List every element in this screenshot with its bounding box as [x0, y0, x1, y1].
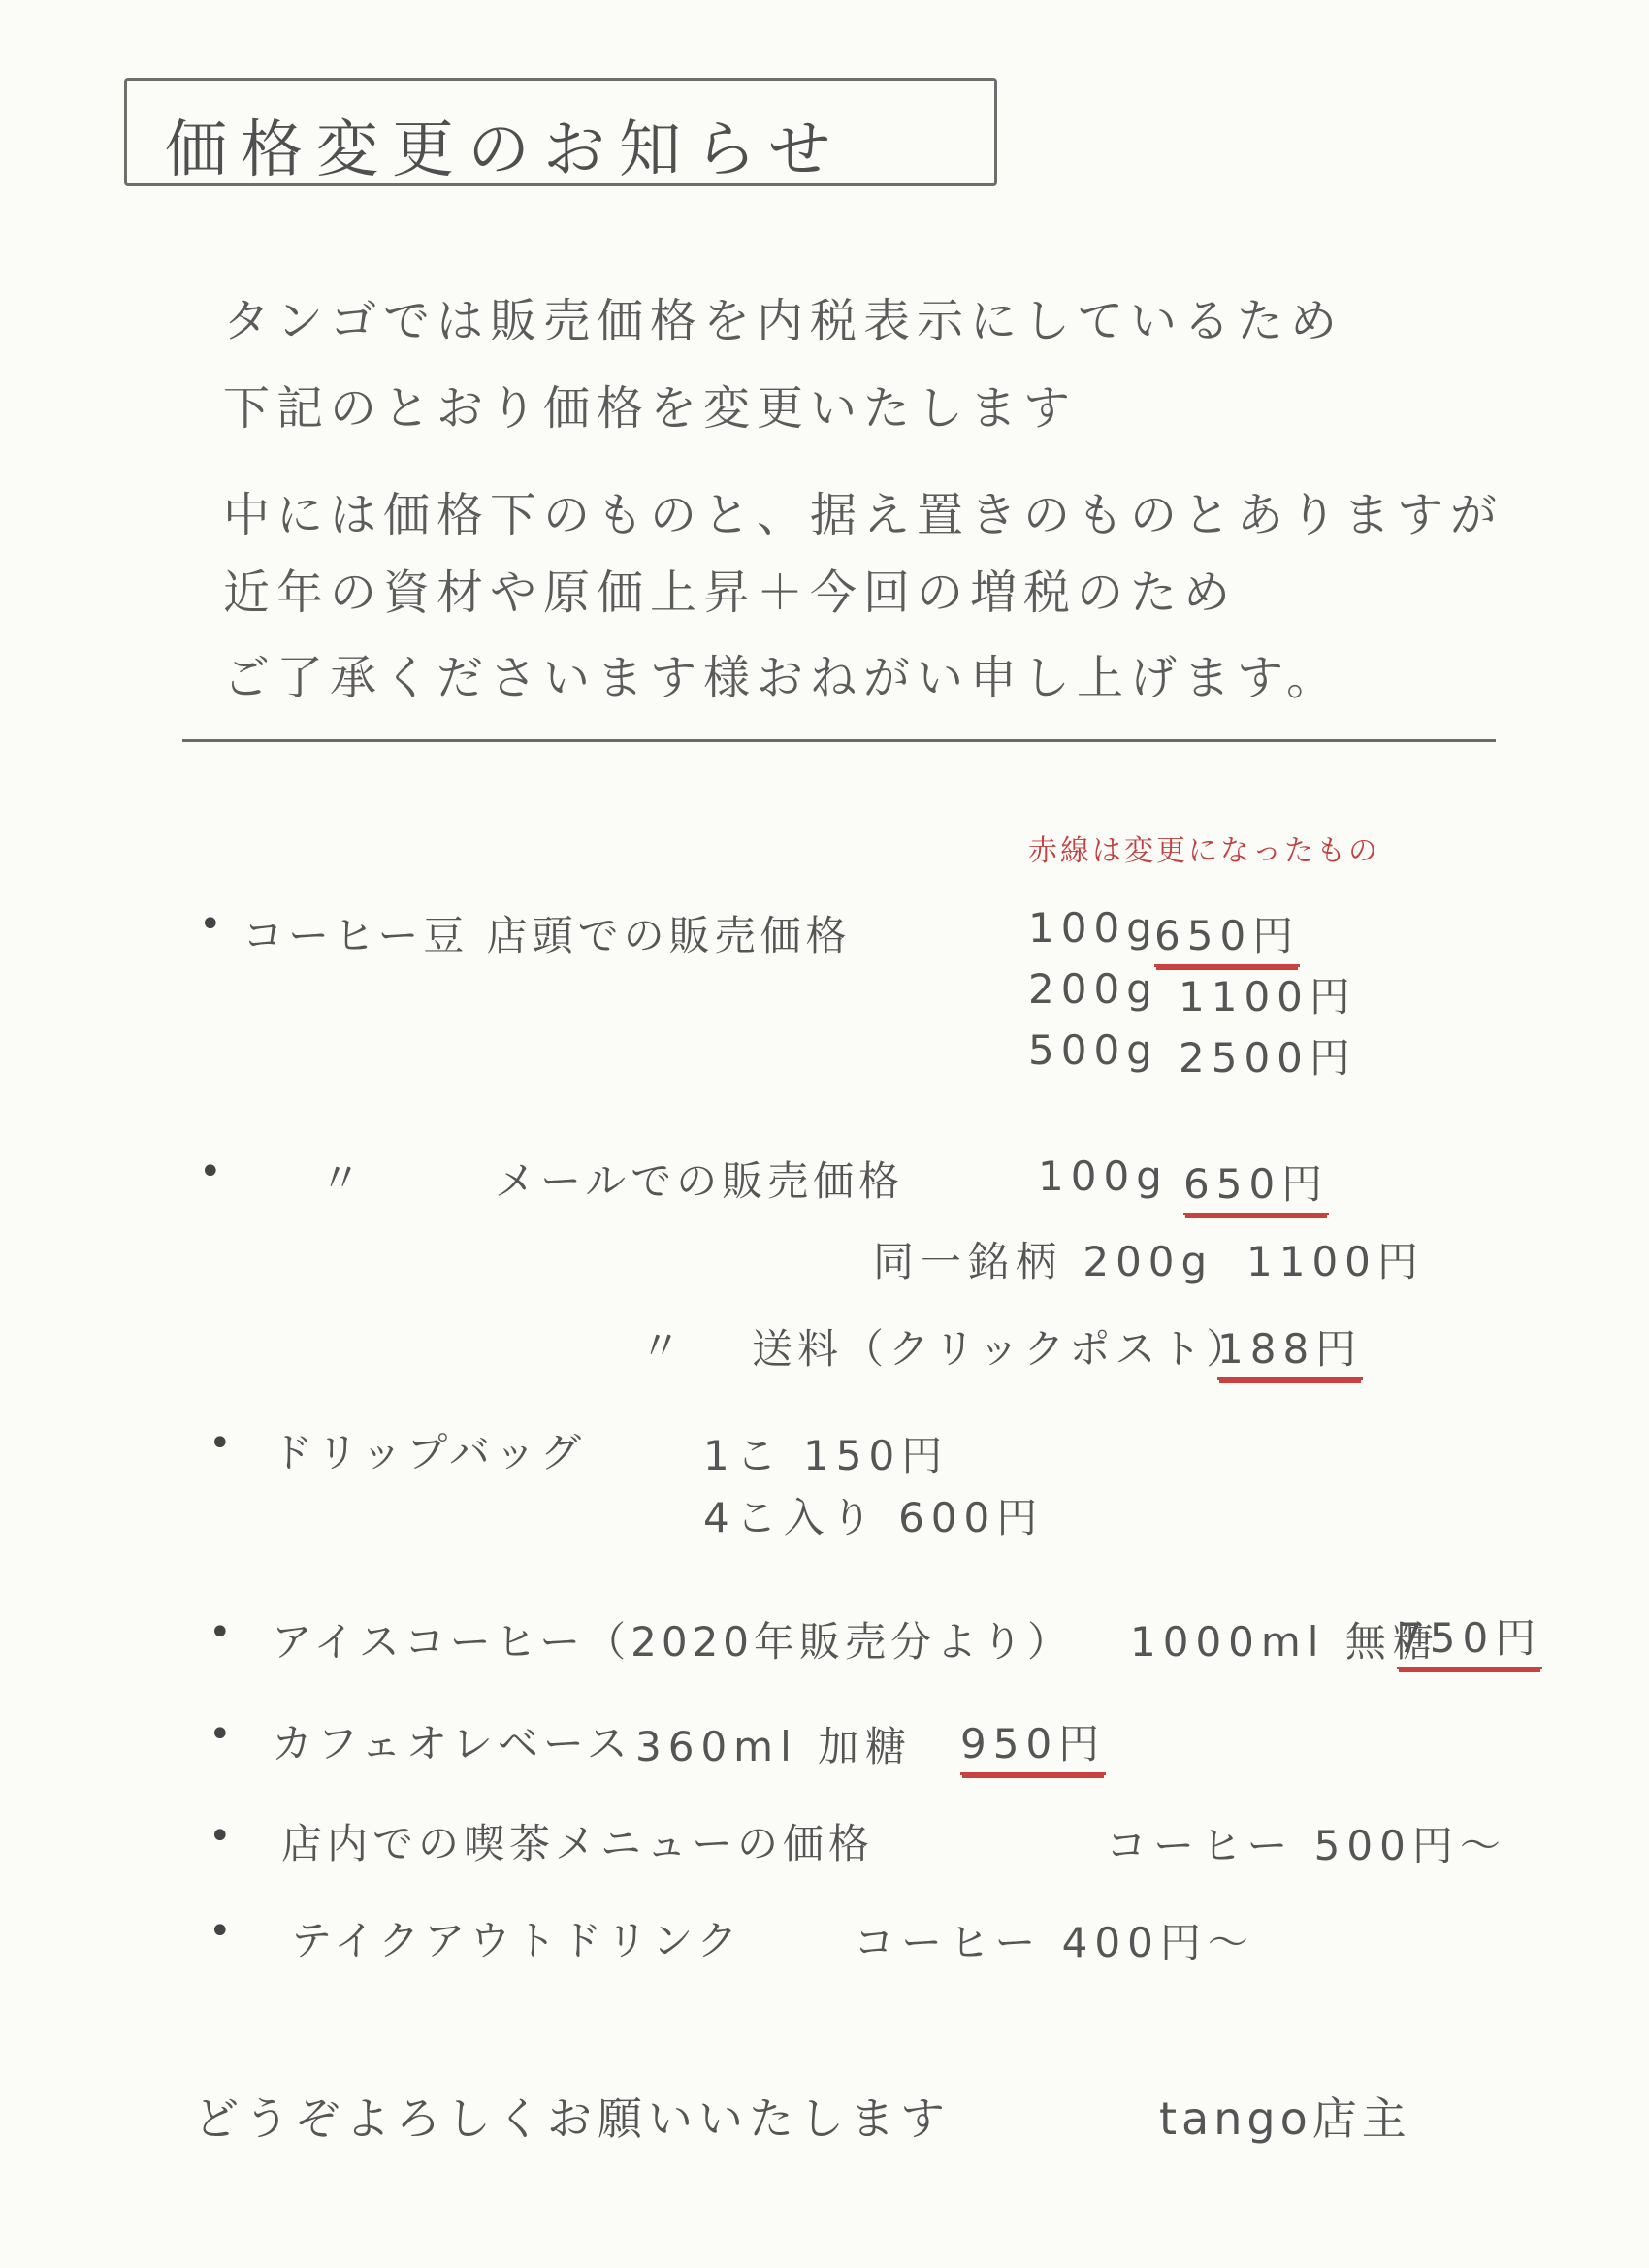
beans-store-label: コーヒー豆 店頭での販売価格 — [242, 912, 852, 959]
section-divider — [182, 739, 1496, 742]
bullet-icon: • — [209, 1610, 232, 1655]
iced-coffee-desc: 1000ml 無糖 — [1130, 1618, 1440, 1666]
cafe-au-lait-desc: 360ml 加糖 — [635, 1723, 914, 1770]
intro-line-4: 近年の資材や原価上昇＋今回の増税のため — [223, 566, 1238, 620]
shipping-label: 送料（クリックポスト） — [752, 1325, 1252, 1373]
cafe-menu-label: 店内での喫茶メニューの価格 — [281, 1820, 875, 1867]
drip-bag-single: 1こ 150円 — [703, 1432, 950, 1479]
cafe-menu-value: コーヒー 500円〜 — [1106, 1822, 1507, 1869]
bullet-icon: • — [209, 1909, 232, 1954]
drip-bag-label: ドリップバッグ — [272, 1429, 586, 1476]
ditto-mark-shipping: 〃 — [640, 1322, 687, 1370]
intro-line-5: ご了承くださいます様おねがい申し上げます。 — [223, 651, 1341, 705]
beans-store-price-1: 650円 — [1154, 904, 1300, 967]
iced-coffee-price: 750円 — [1397, 1606, 1542, 1669]
same-brand-price: 1100円 — [1246, 1238, 1425, 1285]
legend-note: 赤線は変更になったもの — [1028, 834, 1380, 868]
shipping-price: 188円 — [1217, 1317, 1363, 1380]
signature: tango店主 — [1159, 2092, 1411, 2145]
bullet-icon: • — [199, 1150, 222, 1194]
beans-store-price-3: 2500円 — [1179, 1034, 1357, 1082]
intro-line-2: 下記のとおり価格を変更いたします — [223, 381, 1078, 436]
same-brand-label: 同一銘柄 200g — [873, 1238, 1214, 1285]
page-title: 価格変更のお知らせ — [165, 114, 845, 186]
beans-store-price-2: 1100円 — [1179, 973, 1357, 1021]
bullet-icon: • — [209, 1421, 232, 1466]
cafe-au-lait-price: 950円 — [960, 1712, 1106, 1775]
bullet-icon: • — [199, 902, 222, 947]
beans-store-size-3: 500g — [1028, 1026, 1159, 1074]
takeout-label: テイクアウトドリンク — [291, 1917, 743, 1964]
bullet-icon: • — [209, 1814, 232, 1859]
drip-bag-four: 4こ入り 600円 — [703, 1494, 1045, 1541]
closing-line: どうぞよろしくお願いいたします — [194, 2092, 951, 2145]
beans-mail-price: 650円 — [1183, 1152, 1329, 1215]
iced-coffee-label: アイスコーヒー（2020年販売分より） — [272, 1618, 1074, 1666]
takeout-value: コーヒー 400円〜 — [854, 1919, 1255, 1966]
bullet-icon: • — [209, 1712, 232, 1757]
beans-mail-label: メールでの販売価格 — [495, 1157, 905, 1205]
cafe-au-lait-label: カフェオレベース — [272, 1720, 632, 1767]
beans-store-size-1: 100g — [1028, 904, 1159, 952]
intro-line-1: タンゴでは販売価格を内税表示にしているため — [223, 294, 1344, 348]
intro-line-3: 中には価格下のものと、据え置きのものとありますが — [223, 488, 1504, 542]
beans-mail-size: 100g — [1038, 1152, 1169, 1200]
ditto-mark: 〃 — [320, 1154, 367, 1202]
beans-store-size-2: 200g — [1028, 965, 1159, 1013]
